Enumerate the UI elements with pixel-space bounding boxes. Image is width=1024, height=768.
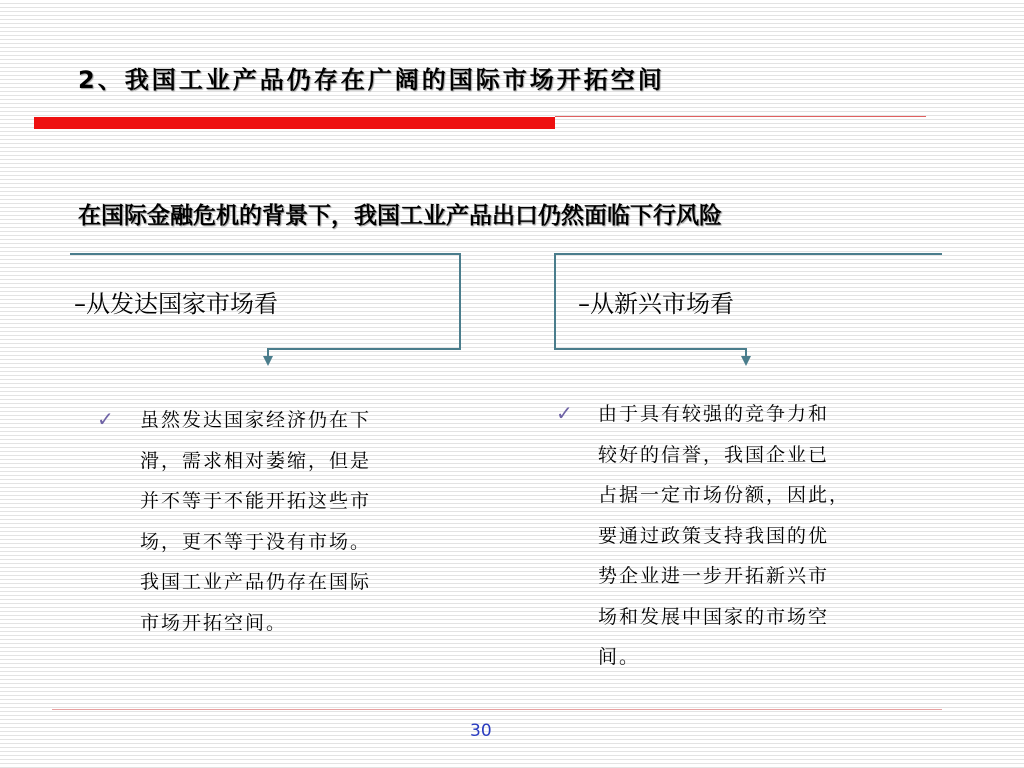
connector-left-bottom <box>267 348 461 350</box>
text-line: 势企业进一步开拓新兴市 <box>598 565 830 587</box>
left-bullet-text <box>140 400 460 643</box>
title-accent-bar <box>34 117 555 129</box>
check-icon: ✓ <box>556 401 573 425</box>
page-number: 30 <box>470 721 492 741</box>
text-line: 虽然发达国家经济仍在下 <box>140 409 372 431</box>
title-underline <box>555 116 926 117</box>
text-line: 市场开拓空间。 <box>140 611 288 634</box>
connector-left-vertical <box>459 253 461 350</box>
arrow-down-icon <box>741 356 751 366</box>
text-line: 占据一定市场份额，因此， <box>598 484 851 506</box>
arrow-down-icon <box>263 356 273 366</box>
text-line: 间。 <box>598 646 641 668</box>
footer-divider <box>52 709 942 710</box>
text-line: 场，更不等于没有市场。 <box>140 530 372 553</box>
right-heading: –从新兴市场看 <box>578 290 734 318</box>
text-line: 要通过政策支持我国的优 <box>598 524 830 547</box>
slide-subtitle: 在国际金融危机的背景下，我国工业产品出口仍然面临下行风险 <box>78 203 722 229</box>
text-line: 我国工业产品仍存在国际 <box>140 571 372 593</box>
connector-top-right <box>554 253 942 255</box>
connector-right-bottom <box>554 348 747 350</box>
left-heading: –从发达国家市场看 <box>74 290 278 318</box>
text-line: 滑，需求相对萎缩，但是 <box>140 449 372 472</box>
check-icon: ✓ <box>97 407 114 431</box>
slide-title: 2、我国工业产品仍存在广阔的国际市场开拓空间 <box>78 66 665 94</box>
connector-right-vertical <box>554 253 556 350</box>
connector-top-left <box>70 253 461 255</box>
text-line: 并不等于不能开拓这些市 <box>140 490 372 512</box>
right-bullet-text <box>598 394 938 678</box>
text-line: 较好的信誉，我国企业已 <box>598 443 830 466</box>
text-line: 由于具有较强的竞争力和 <box>598 403 830 425</box>
text-line: 场和发展中国家的市场空 <box>598 605 830 628</box>
